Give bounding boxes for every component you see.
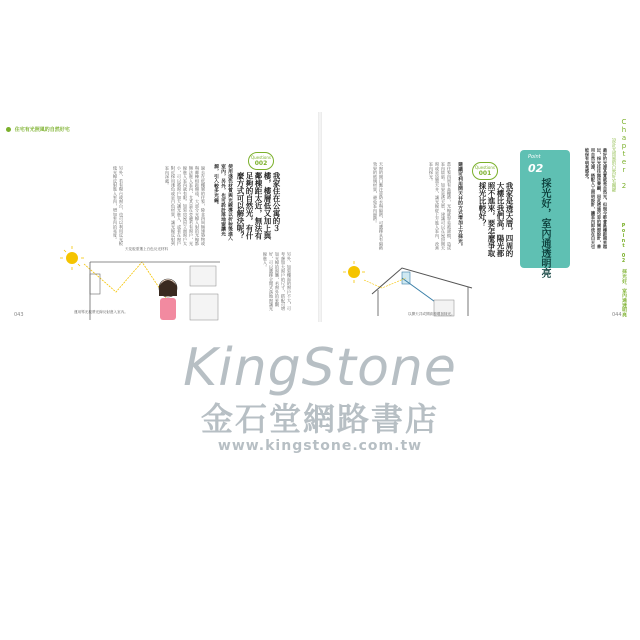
chapter-point: Point 02 採光好，室內通透明亮 — [621, 224, 626, 317]
question-badge: Questions 001 — [472, 162, 498, 180]
page-number-left: 043 — [14, 312, 24, 318]
running-head — [6, 126, 70, 133]
sun-icon — [348, 266, 360, 278]
book-spread — [0, 112, 640, 322]
watermark-brand: KingStone — [183, 338, 457, 398]
house-illustration — [342, 260, 492, 318]
right-page — [322, 112, 640, 322]
kingstone-watermark — [0, 338, 640, 454]
caption-bottom: 運用導光板將光線反射進入室內。 — [74, 310, 128, 314]
watermark-url: www.kingstone.com.tw — [217, 438, 423, 454]
counter-shape — [190, 294, 218, 320]
girl-dress-icon — [160, 298, 176, 320]
point-label: Point — [528, 154, 541, 160]
caption: 以開天井或開高窗增加採光。 — [408, 312, 455, 316]
roof-line — [372, 268, 472, 294]
point-number: 02 — [528, 162, 544, 175]
cabinet-shape — [190, 266, 216, 286]
chapter-label: Chapter 2 — [620, 118, 628, 190]
watermark-chinese: 金石堂網路書店 — [200, 400, 439, 438]
side-note: 另外，如果樓面的窗戶不大，可考慮加大窗戶的尺寸，搭配可增加光線的窗簾，若窗外的景觀好，可以選擇全開式落地窗讓光線進入。 — [263, 252, 292, 311]
chapter-title: 設計光照風的自然好宅關鍵 — [611, 138, 616, 192]
bullet-icon — [6, 127, 11, 132]
point-title: 採光好，室內通透明亮 — [539, 178, 550, 278]
light-path — [84, 262, 170, 304]
running-head-text: 住宅有光照風的自然好宅 — [14, 127, 70, 133]
question-subtitle: 建議可利用開天井的方式增加上方採光。 — [457, 162, 462, 249]
question-title: 我家是透天厝，四周的大樓比我們高，陽光都照不進來，要怎麼爭取採光比較好？ — [478, 182, 514, 257]
question-subtitle: 使用淺色材質與光線導以折射後進入室內，另外，也可設計落地窗讓光源，引入較多光線。 — [213, 164, 232, 241]
question-badge: Questions 002 — [248, 152, 274, 170]
intro-text: 最好的光源其實就是自然光，但現今都會區樓距越來越近，採光往往無法兼顧，因此透過巧思的開窗設計，善用自然光源，搭配人工照明設計，讓室內即使在白天也能保有明亮感受。 — [585, 148, 608, 249]
body-text-1: 當住家四周有高樓時，光線就容易被遮擋，造成室內陰暗。如果是透天厝，建議可以在屋頂開天窗或是設置天井，讓光線從上方進入室內，改善室內採光。 — [429, 162, 452, 250]
body-text-1: 過去在低樓層的住家，除非四周無建築物或與鄰棟相距頗遠，大部分光線入射的光線都無法進入室內，尤其是在旁邊若有窗戶，光線進入室內就有限。如果房屋因立面窗戶太小，可以將窗戶加大讓光進入，或者在窗戶附近採用淺色或是白色材質，讓光線反射到室內深處。 — [165, 166, 206, 246]
light-beam — [402, 278, 438, 304]
body-text-2: 天窗的開口應注意防水與隔熱，可選擇具有隔熱效果的玻璃材質，避免室內過熱。 — [373, 162, 384, 250]
left-page — [0, 112, 318, 322]
question-title: 我家住在公寓的３樓，樓層低又加上與鄰棟距太近，無法有足夠的自然光，有什麼方式可以解決呢？ — [236, 172, 281, 240]
page-number-right: 044 — [612, 312, 622, 318]
caption-top: 天花板需選上白色反光材料 — [125, 247, 169, 251]
body-text-2: 另外，若有陽台或窗台，也可以利用反光板使光線反射進入室內，增加室內的亮度。 — [113, 166, 124, 246]
sun-icon — [66, 252, 78, 264]
